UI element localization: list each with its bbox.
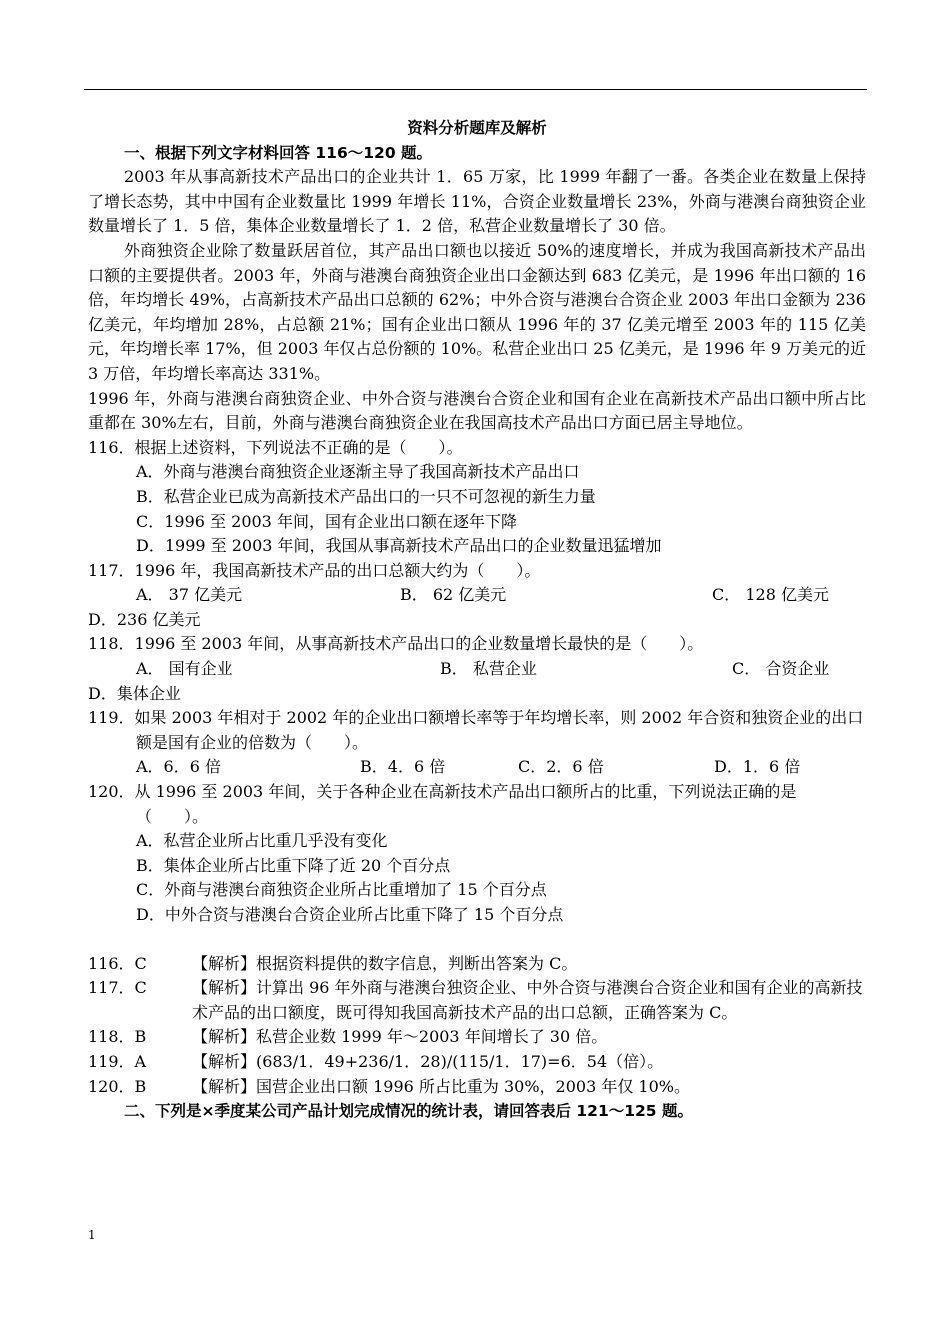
question-116-option-d: D．1999 至 2003 年间，我国从事高新技术产品出口的企业数量迅猛增加	[136, 536, 662, 556]
answer-number: 120．B	[88, 1076, 147, 1096]
question-117-options	[88, 583, 866, 608]
question-117-stem: 117．1996 年，我国高新技术产品的出口总额大约为（ ）。	[88, 560, 541, 580]
answer-119	[88, 1050, 866, 1075]
answer-118	[88, 1025, 866, 1050]
page-title: 资料分析题库及解析	[407, 119, 547, 137]
document-body	[88, 116, 866, 1124]
answer-120	[88, 1075, 866, 1100]
question-116-option-b: B．私营企业已成为高新技术产品出口的一只不可忽视的新生力量	[136, 486, 596, 506]
question-116-option-a: A．外商与港澳台商独资企业逐渐主导了我国高新技术产品出口	[136, 462, 580, 482]
question-120-option-b: B．集体企业所占比重下降了近 20 个百分点	[136, 855, 451, 875]
question-116-option-c: C．1996 至 2003 年间，国有企业出口额在逐年下降	[136, 511, 517, 531]
answer-116	[88, 952, 866, 977]
question-118-option-b: B． 私营企业	[440, 659, 537, 679]
spacer	[88, 928, 866, 952]
question-120-option-d: D．中外合资与港澳台合资企业所占比重下降了 15 个百分点	[136, 905, 564, 924]
question-120-option-a: A．私营企业所占比重几乎没有变化	[136, 831, 388, 851]
question-119-option-c: C．2．6 倍	[518, 757, 604, 777]
question-120-option-c: C．外商与港澳台商独资企业所占比重增加了 15 个百分点	[136, 880, 547, 900]
answer-number: 119．A	[88, 1051, 147, 1071]
header-rule	[84, 89, 867, 90]
question-117-option-c: C． 128 亿美元	[712, 585, 829, 605]
answer-explanation: 【解析】(683/1．49+236/1．28)/(115/1．17)=6．54（倍）。	[192, 1051, 664, 1071]
answer-explanation: 【解析】国营企业出口额 1996 所占比重为 30%，2003 年仅 10%。	[192, 1076, 690, 1096]
page-number: 1	[88, 1228, 96, 1242]
question-118-option-a: A． 国有企业	[136, 659, 233, 679]
question-117-option-a: A． 37 亿美元	[136, 585, 243, 605]
question-116-stem: 116．根据上述资料，下列说法不正确的是（ ）。	[88, 437, 463, 457]
answer-explanation: 【解析】私营企业数 1999 年～2003 年间增长了 30 倍。	[192, 1027, 608, 1047]
question-118-option-d: D．集体企业	[88, 683, 181, 703]
answer-117	[88, 976, 866, 1025]
section-heading-2: 二、下列是×季度某公司产品计划完成情况的统计表，请回答表后 121～125 题。	[124, 1102, 693, 1121]
answer-number: 118．B	[88, 1027, 147, 1047]
answer-number: 116．C	[88, 953, 147, 973]
question-120-stem: 120．从 1996 至 2003 年间，关于各种企业在高新技术产品出口额所占的比重，下列说法正确的是（ ）。	[88, 782, 797, 826]
question-117-option-b: B． 62 亿美元	[400, 585, 507, 605]
section-heading-1: 一、根据下列文字材料回答 116～120 题。	[124, 143, 433, 162]
answer-number: 117．C	[88, 978, 147, 998]
material-paragraph-3: 1996 年，外商与港澳台商独资企业、中外合资与港澳台合资企业和国有企业在高新技术产品出口额中所占比重都在 30%左右，目前，外商与港澳台商独资企业在我国高技术产品出口方面已居主导地位。	[88, 388, 866, 433]
question-119-option-b: B．4．6 倍	[360, 757, 446, 777]
material-paragraph-1: 2003 年从事高新技术产品出口的企业共计 1．65 万家，比 1999 年翻了一番。各类企业在数量上保持了增长态势，其中中国有企业数量比 1999 年增长 11%，合资企业数量增长 23%，外商与港澳台商独资企业数量增长了 1．5 倍，集体企业数量增长了 1．2 倍，私营企业数量增长了 30 倍。	[88, 167, 866, 236]
question-117-option-d: D．236 亿美元	[88, 609, 201, 629]
question-119-options	[88, 755, 866, 780]
answer-explanation: 【解析】根据资料提供的数字信息，判断出答案为 C。	[192, 953, 578, 973]
question-118-stem: 118．1996 至 2003 年间，从事高新技术产品出口的企业数量增长最快的是（ ）。	[88, 634, 704, 654]
question-119-option-d: D．1．6 倍	[714, 757, 801, 777]
question-119-option-a: A．6．6 倍	[136, 757, 222, 777]
answer-explanation: 【解析】计算出 96 年外商与港澳台独资企业、中外合资与港澳台合资企业和国有企业的高新技术产品的出口额度，既可得知我国高新技术产品的出口总额，正确答案为 C。	[192, 978, 863, 1022]
question-118-option-c: C． 合资企业	[732, 659, 830, 679]
question-118-options	[88, 657, 866, 682]
question-119-stem: 119．如果 2003 年相对于 2002 年的企业出口额增长率等于年均增长率，则 2002 年合资和独资企业的出口额是国有企业的倍数为（ ）。	[88, 708, 864, 752]
material-paragraph-2: 外商独资企业除了数量跃居首位，其产品出口额也以接近 50%的速度增长，并成为我国高新技术产品出口额的主要提供者。2003 年，外商与港澳台商独资企业出口金额达到 683 亿美元，是 1996 年出口额的 16 倍，年均增长 49%，占高新技术产品出口总额的 62%；中外合资与港澳台合资企业 2003 年出口金额为 236 亿美元，年均增加 28%，占总额 21%；国有企业出口额从 1996 年的 37 亿美元增至 2003 年的 115 亿美元，年均增长率 17%，但 2003 年仅占总份额的 10%。私营企业出口 25 亿美元，是 1996 年 9 万美元的近 3 万倍，年均增长率高达 331%。	[88, 240, 866, 383]
